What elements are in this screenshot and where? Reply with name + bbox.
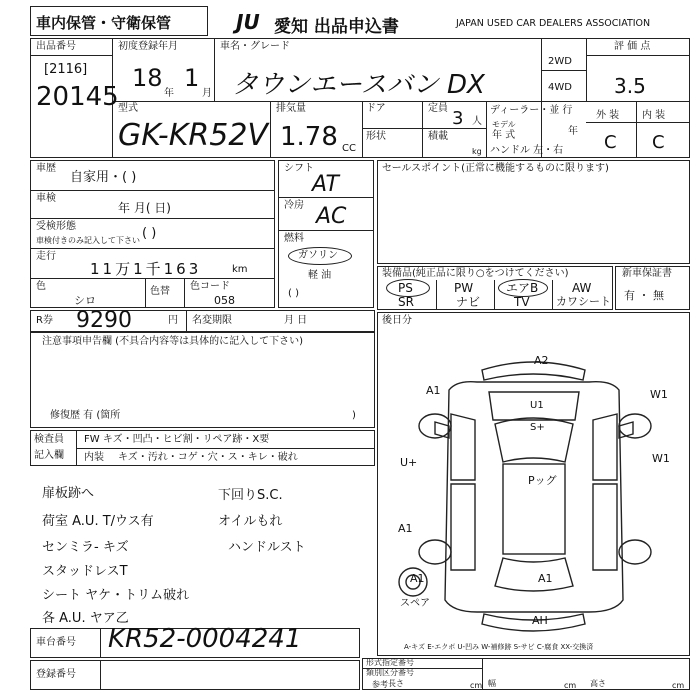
repair-history: 修復歴 有 (箇所 (50, 410, 121, 421)
diag-mark-s: S+ (530, 422, 545, 433)
inspector-row-1: FW キズ・凹凸・ヒビ割・リペア跡・X要 (84, 434, 270, 445)
diag-mark-a1-rear: A1 (538, 572, 553, 585)
car-name-label: 車名・グレード (220, 41, 290, 52)
diag-mark-pg: Pッグ (528, 474, 557, 487)
handwritten-note-4: スタッドレスT (42, 564, 128, 579)
load-label: 積載 (428, 131, 448, 142)
exterior-grade: C (604, 132, 617, 153)
displacement-value: 1.78 (280, 122, 338, 152)
diag-mark-a1-left: A1 (426, 384, 441, 397)
equip-sr: SR (398, 295, 414, 309)
diag-mark-u-left: U+ (400, 456, 418, 469)
fuel-label: 燃料 (284, 233, 304, 244)
acceptance-note: 車検付きのみ記入して下さい (36, 236, 140, 245)
spare-label: スペア (400, 598, 430, 609)
color-label: 色 (36, 281, 46, 292)
mileage-value: 11万1千163 (90, 260, 202, 278)
mileage-label: 走行 (36, 251, 56, 262)
equipment-label: 装備品(純正品に限り○をつけてください) (382, 268, 569, 279)
model-label: 型式 (118, 103, 138, 114)
damage-legend: A-キズ E-エクボ U-凹み W-補修跡 S-サビ C-腐食 XX-交換済 (404, 643, 594, 651)
dealer-label: ディーラー・並 行 (490, 105, 573, 116)
warranty-label: 新車保証書 (622, 268, 672, 279)
capacity-value: 3 (452, 108, 464, 129)
chassis-value: KR52-0004241 (108, 624, 302, 654)
year-char: 年 (568, 126, 578, 137)
first-reg-month: 1 (184, 64, 200, 92)
sales-points-box (377, 160, 690, 264)
model-year-label-1: モデル (492, 120, 516, 129)
first-reg-label: 初度登録年月 (118, 41, 178, 52)
month-unit: 月 (202, 88, 212, 99)
capacity-label: 定員 (428, 103, 448, 114)
equip-airbag: エアB (506, 281, 539, 295)
registration-box (30, 660, 360, 690)
diag-mark-ah: AH (532, 614, 548, 627)
exterior-label: 外 装 (596, 110, 620, 121)
fuel-diesel: 軽 油 (308, 270, 332, 281)
diag-mark-a2: A2 (534, 354, 549, 367)
height-label: 高さ (590, 679, 606, 688)
repair-close: ) (352, 410, 356, 421)
person-unit: 人 (472, 116, 482, 127)
equip-power-seat: カワシート (556, 295, 611, 308)
first-reg-year: 18 (132, 64, 163, 92)
handle-label: ハンドル 左・右 (490, 145, 564, 156)
diag-mark-u1: U1 (530, 400, 544, 411)
inspection-value: 年 月( 日) (118, 201, 171, 215)
fuel-paren: ( ) (288, 288, 299, 299)
diag-mark-w1-mid: W1 (652, 452, 670, 465)
color-value: シロ (74, 294, 96, 307)
history-label: 車歴 (36, 163, 56, 174)
sales-points-label: セールスポイント(正常に機能するものに限ります) (382, 163, 609, 174)
expire-month-day: 月 日 (284, 315, 308, 326)
handwritten-note-7: 下回りS.C. (218, 488, 283, 503)
handwritten-note-3: センミラ- キズ (42, 540, 129, 555)
form-label: 形式指定番号 (366, 658, 414, 667)
recycle-value: 9290 (76, 308, 132, 333)
width-cm: cm (564, 681, 577, 690)
handwritten-note-2: 荷室 A.U. T/ウス有 (42, 514, 154, 529)
warranty-values: 有 ・ 無 (624, 289, 664, 302)
inspection-label: 車検 (36, 193, 56, 204)
lot-number: 20145 (36, 82, 119, 112)
model-value: GK-KR52V (118, 118, 268, 153)
storage-note: 車内保管・守衛保管 (36, 14, 172, 32)
chassis-label: 車台番号 (36, 637, 76, 648)
association-title: 愛知 出品申込書 (274, 17, 399, 37)
equip-ps: PS (398, 281, 413, 295)
shape-label: 形状 (366, 131, 386, 142)
handwritten-note-6: 各 A.U. ヤア乙 (42, 611, 129, 626)
ju-logo: JU (236, 10, 260, 34)
length-label: 長さ (388, 679, 404, 688)
repaint-label: 色替 (150, 286, 170, 297)
lot-bracket: [2116] (44, 62, 88, 77)
rear-seat-label: 後日分 (382, 315, 412, 326)
circle-airbag (498, 279, 548, 297)
notes-label: 注意事項申告欄 (不具合内容等は具体的に記入して下さい) (42, 336, 303, 347)
expire-label: 名変期限 (192, 315, 232, 326)
registration-label: 登録番号 (36, 669, 76, 680)
equip-aw: AW (572, 281, 592, 295)
grade-label: 評 価 点 (614, 41, 651, 52)
handwritten-note-9: ハンドルスト (228, 540, 306, 555)
recycle-label: R券 (36, 315, 53, 326)
cooling-label: 冷房 (284, 200, 304, 211)
lot-label: 出品番号 (36, 41, 76, 52)
displacement-label: 排気量 (276, 103, 306, 114)
grade-value: 3.5 (614, 74, 646, 98)
acceptance-label: 受検形態 (36, 221, 76, 232)
class-label: 類別区分番号 (366, 668, 414, 677)
color-code-label: 色コード (190, 281, 230, 292)
cooling-value: AC (316, 204, 347, 229)
handwritten-note-1: 扉板跡へ (42, 486, 95, 501)
shift-label: シフト (284, 163, 314, 174)
width-label: 幅 (488, 679, 496, 688)
km-unit: km (232, 264, 248, 275)
diag-mark-w1-right: W1 (650, 388, 668, 401)
diag-mark-a1-mid: A1 (398, 522, 413, 535)
inspector-label-2: 記入欄 (34, 450, 64, 461)
handwritten-note-8: オイルもれ (218, 514, 283, 529)
interior-label: 内 装 (642, 110, 666, 121)
door-label: ドア (366, 103, 386, 114)
fuel-gasoline: ガソリン (298, 250, 338, 261)
history-value: 自家用・( ) (70, 170, 137, 185)
shift-value: AT (312, 172, 339, 197)
length-cm: cm (470, 681, 483, 690)
circle-ps (386, 279, 430, 297)
height-cm: cm (672, 681, 685, 690)
inspector-row-2-label: 内装 (84, 452, 104, 463)
equip-navi: ナビ (456, 295, 481, 309)
drive-4wd: 4WD (548, 82, 572, 93)
ref-label: 参考 (372, 680, 388, 689)
inspector-label-1: 検査員 (34, 434, 64, 445)
acceptance-value: ( ) (142, 226, 157, 241)
color-code-value: 058 (214, 294, 235, 307)
recycle-yen: 円 (168, 315, 178, 326)
association-english: JAPAN USED CAR DEALERS ASSOCIATION (456, 18, 651, 29)
cc-unit: CC (342, 143, 356, 154)
handwritten-note-5: シート ヤケ・トリム破れ (42, 588, 190, 603)
equip-tv: TV (514, 295, 530, 309)
drive-2wd: 2WD (548, 56, 572, 67)
inspector-row-2: キズ・汚れ・コゲ・穴・ス・キレ・破れ (118, 452, 298, 463)
year-unit: 年 (164, 88, 174, 99)
kg-unit: kg (472, 147, 482, 156)
equip-pw: PW (454, 281, 474, 295)
interior-grade: C (652, 132, 665, 153)
car-name: タウンエースバン DX (232, 70, 485, 100)
diag-mark-a1-low: A1 (410, 572, 425, 585)
model-year-label-2: 年 式 (492, 130, 516, 141)
